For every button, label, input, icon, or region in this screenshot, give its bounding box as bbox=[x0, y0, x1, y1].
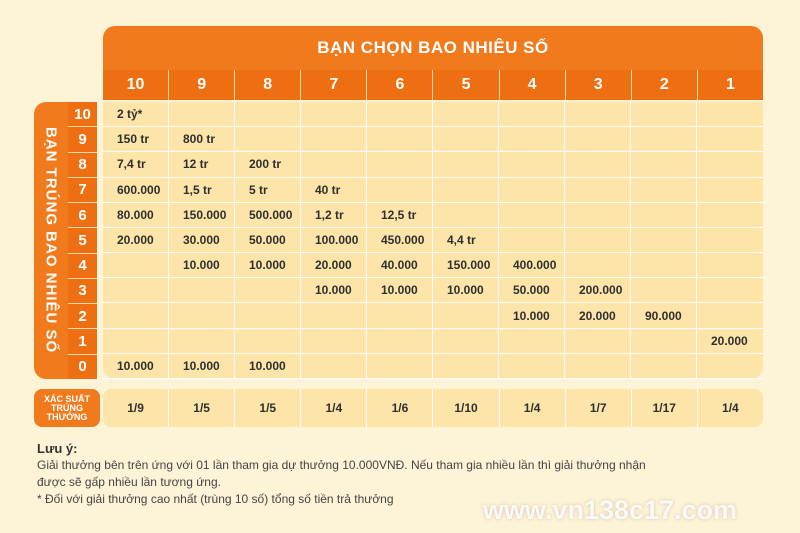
table-cell bbox=[367, 354, 433, 379]
table-cell: 10.000 bbox=[169, 354, 235, 379]
table-cell: 20.000 bbox=[697, 329, 763, 354]
table-cell: 150.000 bbox=[433, 253, 499, 278]
table-cell bbox=[301, 102, 367, 127]
probability-label-line: TRÚNG bbox=[50, 402, 83, 413]
table-cell bbox=[367, 102, 433, 127]
table-cell bbox=[433, 102, 499, 127]
table-cell bbox=[235, 127, 301, 152]
table-cell bbox=[499, 354, 565, 379]
column-header: 8 bbox=[234, 70, 300, 100]
notes-line: * Đối với giải thưởng cao nhất (trùng 10 số) tổng số tiền trả thưởng bbox=[37, 492, 394, 506]
table-cell: 500.000 bbox=[235, 203, 301, 228]
row-number: 4 bbox=[68, 253, 97, 278]
table-cell: 2 tỷ* bbox=[103, 102, 169, 127]
table-cell: 10.000 bbox=[301, 278, 367, 303]
row-number: 7 bbox=[68, 177, 97, 202]
probability-value: 1/17 bbox=[631, 389, 697, 427]
table-cell: 12 tr bbox=[169, 152, 235, 177]
prize-table bbox=[103, 102, 763, 379]
probability-value: 1/5 bbox=[234, 389, 300, 427]
row-number: 10 bbox=[68, 102, 97, 126]
column-header: 10 bbox=[103, 70, 168, 100]
probability-value: 1/4 bbox=[499, 389, 565, 427]
table-cell bbox=[301, 303, 367, 328]
row-number: 5 bbox=[68, 227, 97, 252]
table-cell bbox=[169, 278, 235, 303]
table-cell bbox=[367, 178, 433, 203]
header-title: BẠN CHỌN BAO NHIÊU SỐ bbox=[103, 26, 763, 70]
table-cell bbox=[301, 354, 367, 379]
probability-value: 1/5 bbox=[168, 389, 234, 427]
table-cell bbox=[103, 278, 169, 303]
table-cell bbox=[433, 127, 499, 152]
table-cell bbox=[433, 354, 499, 379]
table-cell: 100.000 bbox=[301, 228, 367, 253]
row-number: 8 bbox=[68, 152, 97, 177]
table-cell: 90.000 bbox=[631, 303, 697, 328]
table-cell bbox=[697, 203, 763, 228]
probability-label-line: XÁC SUẤT bbox=[43, 393, 90, 404]
table-cell bbox=[235, 278, 301, 303]
table-cell: 80.000 bbox=[103, 203, 169, 228]
row-numbers bbox=[68, 102, 97, 379]
table-cell bbox=[499, 127, 565, 152]
table-cell bbox=[301, 329, 367, 354]
table-cell: 5 tr bbox=[235, 178, 301, 203]
table-cell bbox=[103, 253, 169, 278]
column-header: 9 bbox=[168, 70, 234, 100]
table-cell bbox=[697, 253, 763, 278]
row-number: 1 bbox=[68, 328, 97, 353]
row-number: 3 bbox=[68, 278, 97, 303]
table-cell bbox=[235, 329, 301, 354]
table-cell bbox=[433, 178, 499, 203]
table-cell: 12,5 tr bbox=[367, 203, 433, 228]
table-cell bbox=[697, 127, 763, 152]
table-cell: 20.000 bbox=[103, 228, 169, 253]
table-cell: 10.000 bbox=[235, 354, 301, 379]
watermark: www.vn138c17.com bbox=[482, 495, 738, 525]
table-cell bbox=[433, 152, 499, 177]
table-cell: 600.000 bbox=[103, 178, 169, 203]
table-cell bbox=[697, 178, 763, 203]
table-cell: 20.000 bbox=[301, 253, 367, 278]
table-cell bbox=[565, 253, 631, 278]
table-cell: 400.000 bbox=[499, 253, 565, 278]
column-header: 5 bbox=[432, 70, 498, 100]
table-cell: 7,4 tr bbox=[103, 152, 169, 177]
table-cell: 10.000 bbox=[433, 278, 499, 303]
probability-value: 1/7 bbox=[565, 389, 631, 427]
notes-line: được sẽ gấp nhiều lần tương ứng. bbox=[37, 475, 221, 489]
table-cell bbox=[565, 102, 631, 127]
table-cell: 10.000 bbox=[169, 253, 235, 278]
table-cell: 20.000 bbox=[565, 303, 631, 328]
table-cell bbox=[631, 102, 697, 127]
table-cell: 150.000 bbox=[169, 203, 235, 228]
table-cell bbox=[565, 152, 631, 177]
table-cell bbox=[697, 152, 763, 177]
table-cell bbox=[433, 303, 499, 328]
table-cell bbox=[169, 102, 235, 127]
notes-title: Lưu ý: bbox=[37, 441, 78, 456]
table-cell bbox=[301, 152, 367, 177]
table-cell bbox=[631, 178, 697, 203]
table-cell bbox=[565, 228, 631, 253]
table-cell bbox=[631, 253, 697, 278]
table-cell bbox=[631, 203, 697, 228]
table-cell bbox=[301, 127, 367, 152]
table-cell: 10.000 bbox=[235, 253, 301, 278]
table-cell: 40.000 bbox=[367, 253, 433, 278]
probability-value: 1/10 bbox=[432, 389, 498, 427]
table-cell bbox=[631, 329, 697, 354]
table-cell bbox=[499, 152, 565, 177]
probability-label-line: THƯỞNG bbox=[46, 411, 88, 422]
column-header: 4 bbox=[499, 70, 565, 100]
table-cell: 10.000 bbox=[367, 278, 433, 303]
column-header: 3 bbox=[565, 70, 631, 100]
side-label bbox=[34, 102, 68, 379]
column-header: 1 bbox=[697, 70, 763, 100]
table-cell bbox=[499, 178, 565, 203]
table-cell bbox=[565, 354, 631, 379]
table-cell: 10.000 bbox=[103, 354, 169, 379]
table-cell bbox=[565, 203, 631, 228]
table-cell: 800 tr bbox=[169, 127, 235, 152]
column-header: 7 bbox=[300, 70, 366, 100]
table-cell bbox=[697, 278, 763, 303]
table-cell bbox=[433, 203, 499, 228]
table-cell bbox=[697, 303, 763, 328]
table-cell: 4,4 tr bbox=[433, 228, 499, 253]
probability-row bbox=[103, 389, 763, 427]
table-cell bbox=[565, 329, 631, 354]
column-headers bbox=[103, 70, 763, 100]
table-cell bbox=[631, 152, 697, 177]
table-cell: 1,2 tr bbox=[301, 203, 367, 228]
table-cell bbox=[169, 303, 235, 328]
table-cell: 10.000 bbox=[499, 303, 565, 328]
table-cell bbox=[367, 152, 433, 177]
table-cell bbox=[697, 102, 763, 127]
table-cell bbox=[499, 228, 565, 253]
table-cell bbox=[631, 278, 697, 303]
table-cell bbox=[697, 228, 763, 253]
table-cell bbox=[367, 303, 433, 328]
probability-value: 1/4 bbox=[300, 389, 366, 427]
table-cell bbox=[169, 329, 235, 354]
table-cell bbox=[565, 127, 631, 152]
column-header: 6 bbox=[366, 70, 432, 100]
row-number: 2 bbox=[68, 303, 97, 328]
probability-label bbox=[34, 389, 100, 427]
table-cell: 150 tr bbox=[103, 127, 169, 152]
table-cell: 450.000 bbox=[367, 228, 433, 253]
table-cell: 200 tr bbox=[235, 152, 301, 177]
table-cell bbox=[499, 329, 565, 354]
row-number: 6 bbox=[68, 202, 97, 227]
row-number: 0 bbox=[68, 354, 97, 379]
table-cell bbox=[103, 329, 169, 354]
table-cell bbox=[631, 228, 697, 253]
table-cell bbox=[565, 178, 631, 203]
probability-value: 1/4 bbox=[697, 389, 763, 427]
table-cell bbox=[235, 102, 301, 127]
table-cell bbox=[499, 203, 565, 228]
side-label-text: BẠN TRÚNG BAO NHIÊU SỐ bbox=[42, 127, 60, 354]
probability-value: 1/6 bbox=[366, 389, 432, 427]
notes-line: Giải thưởng bên trên ứng với 01 lần tham gia dự thưởng 10.000VNĐ. Nếu tham gia nhiều lần thì giải thưởng nhận bbox=[37, 458, 646, 472]
table-cell: 200.000 bbox=[565, 278, 631, 303]
column-header: 2 bbox=[631, 70, 697, 100]
table-cell bbox=[631, 127, 697, 152]
table-cell: 50.000 bbox=[235, 228, 301, 253]
row-number: 9 bbox=[68, 126, 97, 151]
table-cell bbox=[697, 354, 763, 379]
table-cell bbox=[235, 303, 301, 328]
table-cell bbox=[367, 329, 433, 354]
table-cell: 40 tr bbox=[301, 178, 367, 203]
probability-value: 1/9 bbox=[127, 401, 144, 415]
table-cell: 30.000 bbox=[169, 228, 235, 253]
table-cell bbox=[631, 354, 697, 379]
table-cell: 1,5 tr bbox=[169, 178, 235, 203]
table-cell bbox=[103, 303, 169, 328]
table-cell bbox=[433, 329, 499, 354]
table-cell bbox=[499, 102, 565, 127]
table-cell bbox=[367, 127, 433, 152]
table-cell: 50.000 bbox=[499, 278, 565, 303]
